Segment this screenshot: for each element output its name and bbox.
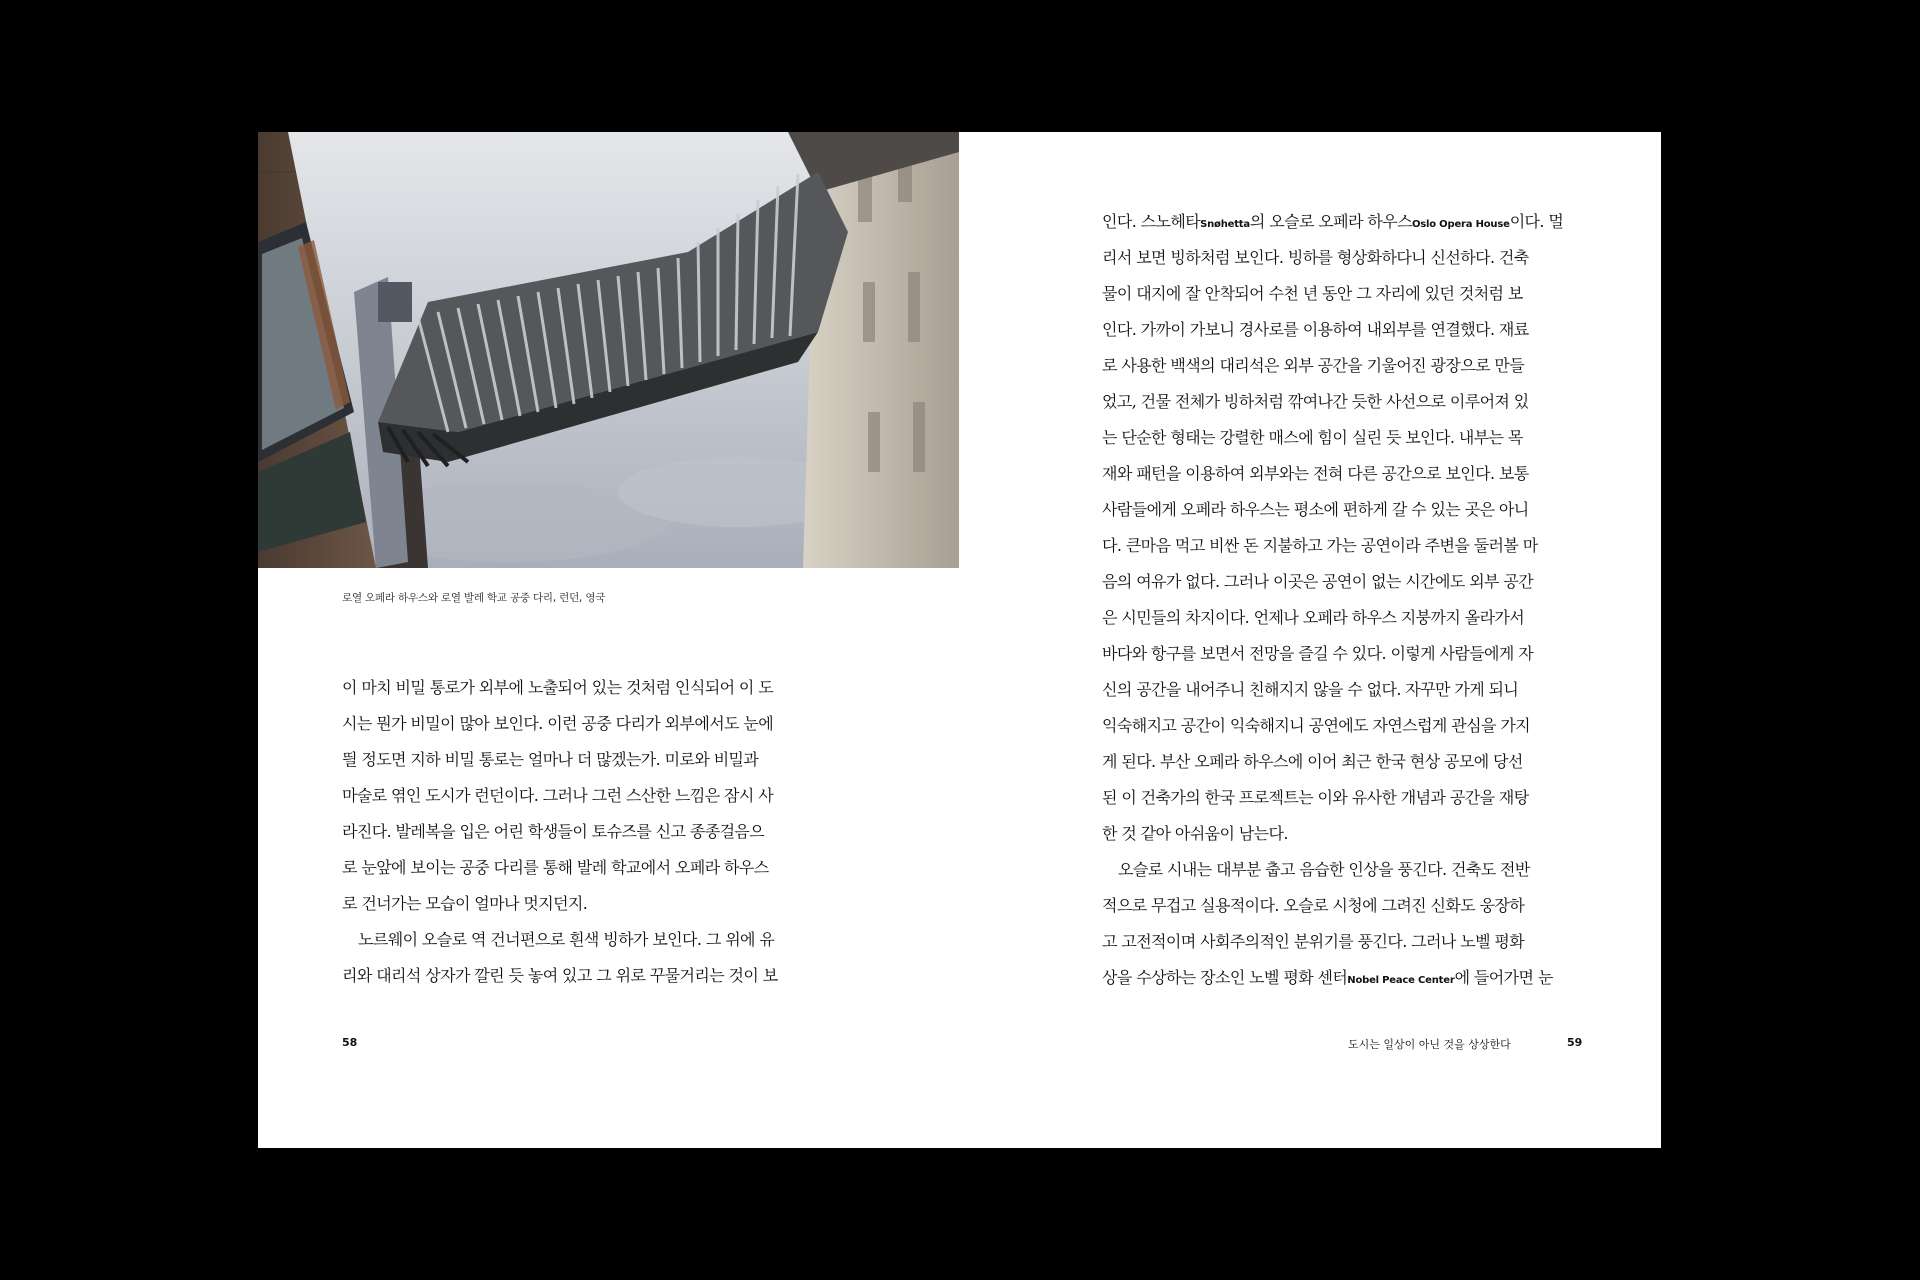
text-line: 는 단순한 형태는 강렬한 매스에 힘이 실린 듯 보인다. 내부는 목 bbox=[1102, 428, 1523, 447]
running-title: 도시는 일상이 아닌 것을 상상한다 bbox=[1348, 1038, 1511, 1051]
text-line: 적으로 무겁고 실용적이다. 오슬로 시청에 그려진 신화도 웅장하 bbox=[1102, 896, 1525, 915]
photo-caption: 로열 오페라 하우스와 로열 발레 학교 공중 다리, 런던, 영국 bbox=[342, 592, 606, 604]
text-line: 로 건너가는 모습이 얼마나 멋지던지. bbox=[342, 894, 588, 913]
text-line: 신의 공간을 내어주니 친해지지 않을 수 없다. 자꾸만 가게 되니 bbox=[1102, 680, 1519, 699]
text-fragment: 의 오슬로 오페라 하우스 bbox=[1249, 212, 1412, 231]
text-line: 인다. 가까이 가보니 경사로를 이용하여 내외부를 연결했다. 재료 bbox=[1102, 320, 1529, 339]
text-line: 었고, 건물 전체가 빙하처럼 깎여나간 듯한 사선으로 이루어져 있 bbox=[1102, 392, 1529, 411]
text-fragment: 인다. 스노헤타 bbox=[1102, 212, 1201, 231]
text-line bbox=[1102, 960, 1628, 996]
text-line: 재와 패턴을 이용하여 외부와는 전혀 다른 공간으로 보인다. 보통 bbox=[1102, 464, 1529, 483]
text-line: 로 눈앞에 보이는 공중 다리를 통해 발레 학교에서 오페라 하우스 bbox=[342, 858, 769, 877]
text-line: 사람들에게 오페라 하우스는 평소에 편하게 갈 수 있는 곳은 아니 bbox=[1102, 500, 1529, 519]
left-page-body bbox=[342, 670, 862, 994]
text-line: 마술로 엮인 도시가 런던이다. 그러나 그런 스산한 느낌은 잠시 사 bbox=[342, 786, 774, 805]
text-line: 은 시민들의 차지이다. 언제나 오페라 하우스 지붕까지 올라가서 bbox=[1102, 608, 1525, 627]
text-line: 리와 대리석 상자가 깔린 듯 놓여 있고 그 위로 꾸물거리는 것이 보 bbox=[342, 966, 778, 985]
text-line: 시는 뭔가 비밀이 많아 보인다. 이런 공중 다리가 외부에서도 눈에 bbox=[342, 714, 774, 733]
text-line: 된 이 건축가의 한국 프로젝트는 이와 유사한 개념과 공간을 재탕 bbox=[1102, 788, 1529, 807]
bridge-photo bbox=[258, 132, 959, 568]
text-line: 이 마치 비밀 통로가 외부에 노출되어 있는 것처럼 인식되어 이 도 bbox=[342, 678, 774, 697]
text-line: 띌 정도면 지하 비밀 통로는 얼마나 더 많겠는가. 미로와 비밀과 bbox=[342, 750, 759, 769]
latin-term: Nobel Peace Center bbox=[1347, 975, 1455, 986]
text-line: 물이 대지에 잘 안착되어 수천 년 동안 그 자리에 있던 것처럼 보 bbox=[1102, 284, 1523, 303]
text-line: 오슬로 시내는 대부분 춥고 음습한 인상을 풍긴다. 건축도 전반 bbox=[1118, 860, 1530, 879]
text-line: 음의 여유가 없다. 그러나 이곳은 공연이 없는 시간에도 외부 공간 bbox=[1102, 572, 1534, 591]
bridge-photo-illustration bbox=[258, 132, 959, 568]
text-line bbox=[1102, 204, 1628, 240]
page-number-left: 58 bbox=[342, 1036, 358, 1049]
book-spread bbox=[258, 132, 1661, 1148]
text-line: 바다와 항구를 보면서 전망을 즐길 수 있다. 이렇게 사람들에게 자 bbox=[1102, 644, 1534, 663]
text-fragment: 에 들어가면 눈 bbox=[1454, 968, 1553, 987]
text-line: 고 고전적이며 사회주의적인 분위기를 풍긴다. 그러나 노벨 평화 bbox=[1102, 932, 1525, 951]
text-line: 로 사용한 백색의 대리석은 외부 공간을 기울어진 광장으로 만들 bbox=[1102, 356, 1525, 375]
text-line: 다. 큰마음 먹고 비싼 돈 지불하고 가는 공연이라 주변을 둘러볼 마 bbox=[1102, 536, 1538, 555]
text-fragment: 이다. 멀 bbox=[1509, 212, 1564, 231]
page-number-right: 59 bbox=[1567, 1036, 1583, 1049]
text-line: 라진다. 발레복을 입은 어린 학생들이 토슈즈를 신고 종종걸음으 bbox=[342, 822, 765, 841]
latin-term: Oslo Opera House bbox=[1411, 219, 1510, 230]
text-fragment: 상을 수상하는 장소인 노벨 평화 센터 bbox=[1102, 968, 1348, 987]
text-line: 한 것 같아 아쉬움이 남는다. bbox=[1102, 824, 1288, 843]
text-line: 익숙해지고 공간이 익숙해지니 공연에도 자연스럽게 관심을 가지 bbox=[1102, 716, 1531, 735]
latin-term: Snøhetta bbox=[1200, 219, 1250, 230]
right-page-body bbox=[1102, 204, 1628, 996]
text-line: 노르웨이 오슬로 역 건너편으로 흰색 빙하가 보인다. 그 위에 유 bbox=[358, 930, 775, 949]
text-line: 리서 보면 빙하처럼 보인다. 빙하를 형상화하다니 신선하다. 건축 bbox=[1102, 248, 1529, 267]
text-line: 게 된다. 부산 오페라 하우스에 이어 최근 한국 현상 공모에 당선 bbox=[1102, 752, 1523, 771]
